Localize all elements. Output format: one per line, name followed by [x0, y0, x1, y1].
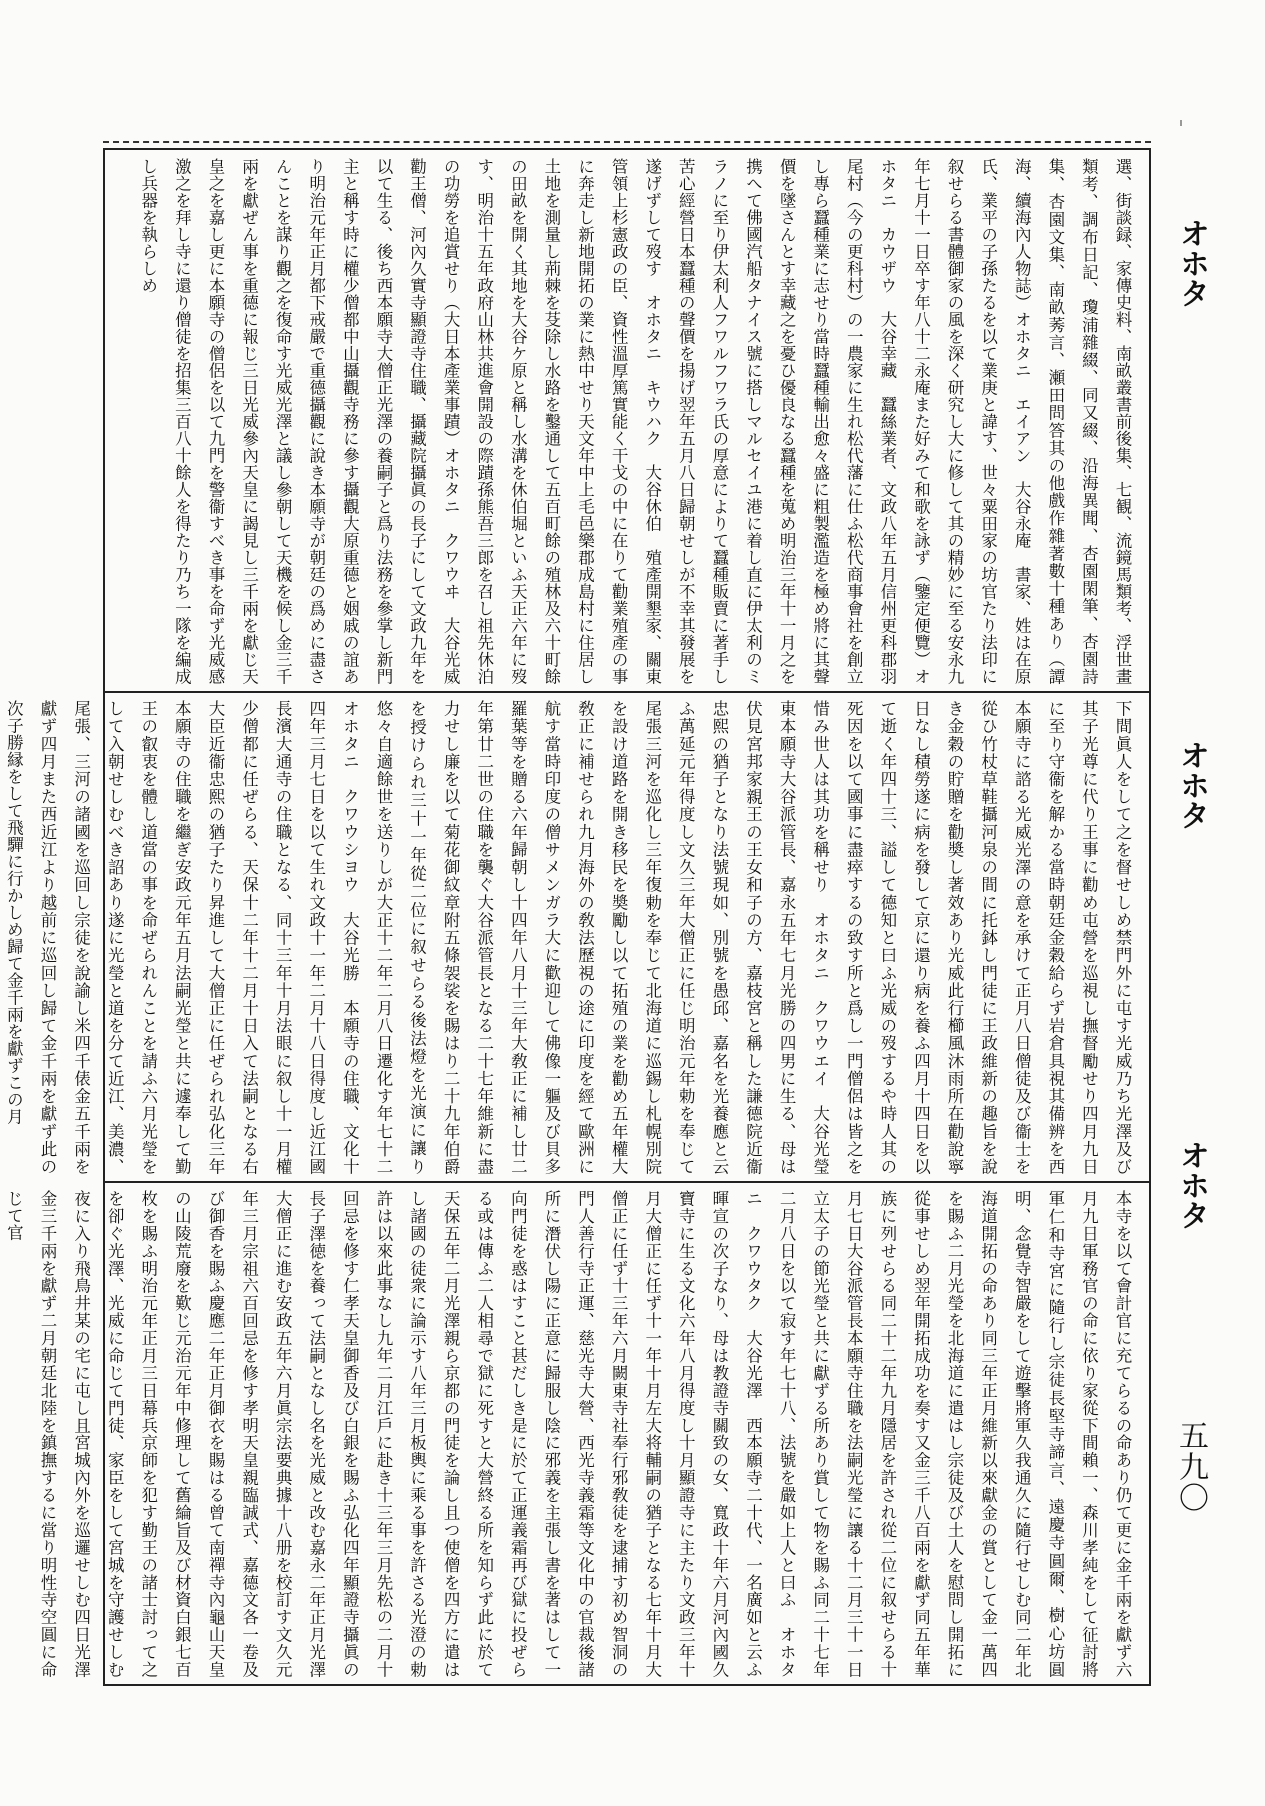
header-tab-middle: オホタ [1174, 740, 1209, 830]
section-text: 下間眞人をして之を督せしめ禁門外に屯す光威乃ち光澤及び其子光尊に代り王事に勸め屯營を巡視し撫督勵せり四月九日に至り守衞を解かる當時朝廷金穀給らず岩倉具視其備辨を西本願寺に諮る光威光澤の意を承けて正月八日僧徒及び衞士を從ひ竹杖草鞋攝河泉の間に托鉢し門徒に王政維新の趣旨を說き金穀の貯贈を勸奬し著效あり光威此行櫛風沐雨所在勸說寧日なし積勞遂に病を發して京に還り病を養ふ四月十四日を以て逝く年四十三、謚して德知と曰ふ光威の歿するや時人其の死因を以て國事に盡瘁するの致す所と爲し一門僧侶は皆之を惜み世人は其功を稱せり オホタニ クワウエイ 大谷光瑩 東本願寺大谷派管長、嘉永五年七月光勝の四男に生る、母は伏見宮邦家親王の王女和子の方、嘉枝宮と稱した謙德院近衞忠熙の猶子となり法號現如、別號を愚邱、嘉名を光養應と云ふ萬延元年得度し文久三年大僧正に任じ明治元年勅を奉じて尾張三河を巡化し三年復勅を奉じて北海道に巡錫し札幌別院を設け道路を開き移民を奬勵し以て拓殖の業を勸め五年權大敎正に補せられ九月海外の敎法歷視の途に印度を經て歐洲に航す當時印度の僧サメンガラ大に歡迎して佛像一軀及び貝多羅葉等を贈る六年歸朝し十四年八月十三年大敎正に補し廿二年第廿二世の住職を襲ぐ大谷派管長となる二十七年維新に盡力せし廉を以て菊花御紋章附五條袈裟を賜はり二十九年伯爵を授けられ三十一年從二位に叙せらる後法燈を光演に讓り悠々自適餘世を送りしが大正十二年二月八日遷化す年七十二 オホタニ クワウシヨウ 大谷光勝 本願寺の住職、文化十四年三月七日を以て生れ文政十一年二月十八日得度し近江國長濱大通寺の住職となる、同十三年十月法眼に叙し十一月權少僧都に任ぜらる、天保十二年十二月十日入て法嗣となる右大臣近衞忠熙の猶子たり昇進して大僧正に任ぜられ弘化三年本願寺の住職を繼ぎ安政元年五月法嗣光瑩と共に遽奉して勤王の叡衷を體し道當の事を命ぜられんことを請ふ六月光瑩をして入朝せしむべき詔あり遂に光瑩と道を分て近江、美濃、尾張、三河の諸國を巡回し宗徒を說諭し米四千俵金五千兩を獻ず四月また西近江より越前に巡回し歸て金千兩を獻ず此の次子勝縁をして飛驒に行かしめ歸て金千兩を獻ずこの月 [4, 700, 1132, 1192]
header-tab-bottom: オホタ [1174, 1140, 1209, 1230]
top-dashed-rule [103, 141, 1151, 143]
text-section-top [115, 158, 1139, 702]
text-section-bottom [4, 1190, 1139, 1679]
section-divider-2 [105, 1181, 1149, 1183]
punch-mark [1180, 120, 1182, 126]
section-text: 選、街談録、家傳史料、南畝叢書前後集、七観、流鏡馬類考、浮世畫類考、調布日記、瓊浦雜綴、同又綴、沿海異聞、杏園閑筆、杏園詩集、杏園文集、南畝莠言、瀬田問答其の他戲作雜著數十種あり（譚海、續海內人物誌）オホタニ エイアン 大谷永庵 書家、姓は在原氏、業平の子孫たるを以て業庚と諱す、世々粟田家の坊官たり法印に叙せらる書體御家の風を深く研究し大に修して其の精妙に至る安永九年七月十一日卒す年八十二永庵また好みて和歌を詠ず（鑒定便覽）オホタニ カウザウ 大谷幸藏 蠶絲業者、文政八年五月信州更科郡羽尾村（今の更科村）の一農家に生れ松代藩に仕ふ松代商事會社を創立し專ら蠶種業に志せり當時蠶種輸出愈々盛に粗製濫造を極め將に其聲價を墜さんとす幸藏之を憂ひ優良なる蠶種を蒐め明治三年十一月之を携へて佛國汽船タナイス號に搭しマルセイユ港に着し直に伊太利のミラノに至り伊太利人フワルフワラ氏の厚意によりて蠶種販賣に著手し苦心經營日本蠶種の聲價を揚げ翌年五月八日歸朝せしが不幸其發展を遂げずして歿す オホタニ キウハク 大谷休伯 殖產開墾家、關東管領上杉憲政の臣、資性溫厚篤實能く干戈の中に在りて勸業殖產の事に奔走し新地開拓の業に熱中せり天文年中上毛邑樂郡成島村に住居し土地を測量し荊棘を芟除し水路を鑿通して五百町餘の殖林及六十町餘の田畝を開く其地を大谷ケ原と稱し水溝を休伯堀といふ天正六年に歿す、明治十五年政府山林共進會開設の際蹟孫熊吾三郎を召し祖先休泊の功勞を追賞せり（大日本產業事蹟）オホタニ クワウヰ 大谷光威 勸王僧、河內久實寺顯證寺住職、攝藏院攝眞の長子にして文政九年を以て生る、後ち西本願寺大僧正光澤の養嗣子と爲り法務を參掌し新門主と稱す時に權少僧都中山攝觀寺務に參す攝觀大原重德と姻戚の誼あり明治元年正月都下戒嚴で重德攝觀に說き本願寺が朝廷の爲めに盡さんことを謀り觀之を復命す光威光澤と議し參朝して天機を候し金三千兩を獻ぜん事を重德に報じ三日光威參內天皇に謁見し三千兩を獻じ天皇之を嘉し更に本願寺の僧侶を以て九門を警衞すべき事を命ず光威感激之を拜し寺に還り僧徒を招集三百八十餘人を得たり乃ち一隊を編成し兵器を執らしめ [138, 158, 1132, 702]
text-section-middle [4, 700, 1139, 1192]
section-divider-1 [105, 691, 1149, 693]
page-number: 五九〇 [1173, 1420, 1208, 1513]
section-text: 本寺を以て會計官に充てらるの命あり仍て更に金千兩を獻ず六月九日軍務官の命に依り家從下間賴一、森川孝純をして征討將軍仁和寺宮に隨行し宗徒長堅寺諦言、遠慶寺圓爾、樹心坊圓明、念覺寺智嚴をして遊擊將軍久我通久に隨行せしむ同二年北海道開拓の命あり同三年正月維新以來獻金の賞として金一萬四を賜ふ二月光瑩を北海道に遣はし宗徒及び土人を慰問し開拓に從事せしめ翌年開拓成功を奏す又金三千八百兩を獻ず同五年華族に列せらる同二十二年九月隱居を許され從二位に叙せらる十月七日大谷派管長本願寺住職を法嗣光瑩に讓る十二月三十一日立太子の節光瑩と共に獻ずる所あり賞して物を賜ふ同二十七年二月八日を以て寂す年七十八、法號を嚴如上人と曰ふ オホタニ クワウタク 大谷光澤 西本願寺二十代、一名廣如と云ふ暉宣の次子なり、母は教證寺關致の女、寬政十年六月河內國久寶寺に生る文化六年八月得度し十月顯證寺に主たり文政三年十月大僧正に任ず十一年十月左大将輔嗣の猶子となる七年十月大僧正に任ず十三年六月闕東寺社奉行邪敎徒を逮捕す初め智洞の門人善行寺正運、慈光寺大營、西光寺義霜等文化中の官裁後諸所に潛伏し陽に正意に歸服し陰に邪義を主張し書を著はして一向門徒を惑はすこと甚だしき是に於て正運義霜再び獄に投ぜらる或は傳ふ二人相尋で獄に死すと大營終る所を知らず此に於て天保五年二月光澤親ら京都の門徒を論し且つ使僧を四方に遣はし諸國の徒衆に論示す八年三月板輿に乘る事を許さる光澄の勅許は以來此事なし九年二月江戶に赴き十三年三月先松の二月十回忌を修す仁孝天皇御香及び白銀を賜ふ弘化四年顯證寺攝眞の長子澤徳を養って法嗣となし名を光威と改む嘉永二年正月光澤大僧正に進む安政五年六月眞宗法要典據十八册を校訂す文久元年三月宗祖六百回忌を修す孝明天皇親臨誠式、嘉德文各一卷及び御香を賜ふ慶應二年正月御衣を賜はる曾て南禪寺內龜山天皇の山陵荒廢を歎じ元治元年中修理して舊綸旨及び材資白銀七百枚を賜ふ明治元年正月三日幕兵京師を犯す勤王の諸士討って之を卻ぐ光澤、光威に命じて門徒、家臣をして宮城を守護せしむ夜に入り飛鳥井某の宅に屯し且宮城內外を巡邏せしむ四日光澤金三千兩を獻ず二月朝廷北陸を鎮撫するに當り明性寺空圓に命じて官 [4, 1190, 1132, 1679]
text-frame [4, 148, 1151, 1686]
header-tab-top: オホタ [1174, 218, 1209, 308]
